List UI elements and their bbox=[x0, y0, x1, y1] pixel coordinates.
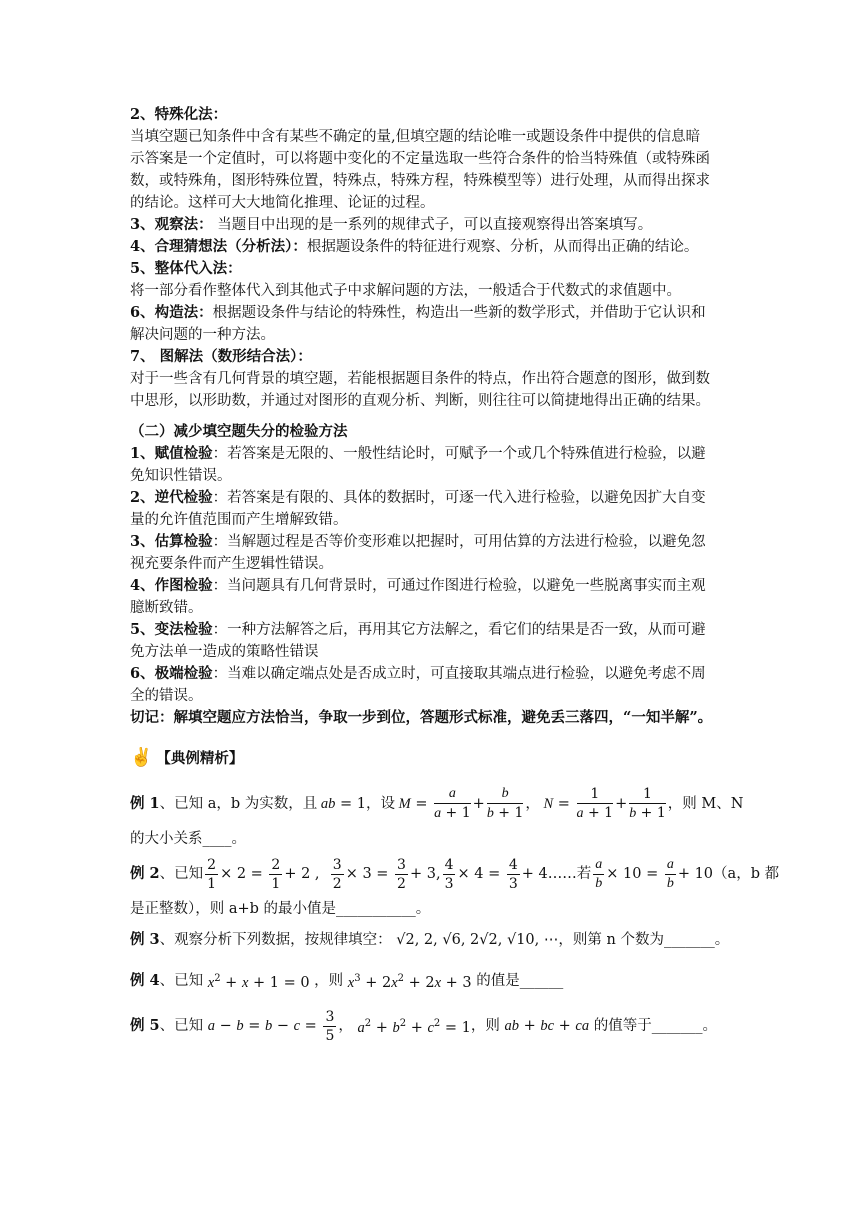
method-6-title: 6、构造法： bbox=[130, 304, 213, 321]
formula: × 10 = bbox=[606, 866, 663, 882]
example-text: 的值等于_______。 bbox=[593, 1018, 717, 1034]
formula: + bbox=[615, 796, 628, 812]
example-4 bbox=[130, 960, 740, 1002]
example-1-cont: 的大小关系____。 bbox=[130, 831, 246, 847]
example-3 bbox=[130, 920, 740, 960]
check-item-6 bbox=[130, 663, 740, 685]
method-2-title: 2、特殊化法： bbox=[130, 106, 228, 123]
example-text: ，则第 n 个数为_______。 bbox=[558, 932, 730, 948]
fraction: $\frac{a}{b}$ bbox=[666, 856, 674, 891]
reminder: 切记：解填空题应方法恰当，争取一步到位，答题形式标准，避免丢三落四，“一知半解”。 bbox=[130, 709, 713, 726]
check-item-title: 3、估算检验 bbox=[130, 533, 213, 550]
fraction: $\frac{3}{2}$ bbox=[397, 856, 406, 892]
example-text: ，则 M、N bbox=[667, 796, 744, 812]
fraction: $\frac{3}{5}$ bbox=[325, 1008, 335, 1044]
example-text: 的值是______ bbox=[476, 973, 564, 989]
method-5-title: 5、整体代入法： bbox=[130, 260, 242, 277]
method-4-text: 根据题设条件的特征进行观察、分析，从而得出正确的结论。 bbox=[306, 239, 699, 255]
formula: $a^2 + b^2 + c^2 = 1$ bbox=[357, 1018, 471, 1036]
example-text: ，设 bbox=[366, 796, 396, 812]
check-item-text: ：当难以确定端点处是否成立时，可直接取其端点进行检验，以避免考虑不周 bbox=[212, 666, 706, 682]
formula: = bbox=[410, 796, 433, 812]
check-section-heading: （二）减少填空题失分的检验方法 bbox=[130, 423, 348, 440]
fraction: $\frac{a}{b}$ bbox=[595, 856, 603, 891]
formula: $x^3 + 2x^2 + 2x + 3$ bbox=[347, 973, 477, 991]
formula: $x^2 + x + 1 = 0$ bbox=[207, 973, 315, 991]
check-item-cont: 免知识性错误。 bbox=[130, 468, 232, 484]
formula-M: M bbox=[395, 796, 411, 812]
fraction: $\frac{1}{b + 1}$ bbox=[629, 786, 666, 821]
formula: = bbox=[553, 796, 575, 812]
example-text: ， bbox=[338, 1018, 353, 1034]
formula: + 2 , bbox=[284, 866, 329, 882]
method-2-line: 数，或特殊角，图形特殊位置，特殊点，特殊方程，特殊模型等）进行处理，从而得出探求 bbox=[130, 173, 710, 189]
fraction: $\frac{1}{a + 1}$ bbox=[576, 786, 614, 821]
method-6-line: 解决问题的一种方法。 bbox=[130, 327, 275, 343]
formula: + 10 bbox=[677, 866, 714, 882]
example-label: 例 1 bbox=[130, 795, 160, 812]
example-2-cont: 是正整数），则 a+b 的最小值是___________。 bbox=[130, 901, 431, 917]
formula: × 3 = bbox=[345, 866, 394, 882]
formula: = 1 bbox=[335, 796, 367, 812]
check-item-title: 5、变法检验 bbox=[130, 621, 213, 638]
examples-heading bbox=[130, 743, 740, 771]
hand-victory-icon: ✌ bbox=[130, 746, 153, 768]
formula-ab: ab bbox=[317, 796, 336, 812]
method-3-text: 当题目中出现的是一系列的规律式子，可以直接观察得出答案填写。 bbox=[212, 217, 653, 233]
example-text: 、已知 a，b 为实数，且 bbox=[159, 796, 318, 812]
formula-sequence: √2, 2, √6, 2√2, √10, ⋯ bbox=[391, 932, 559, 948]
formula: + 4 bbox=[521, 866, 548, 882]
example-label: 例 2 bbox=[130, 865, 160, 882]
formula: + 3, bbox=[409, 866, 441, 882]
formula: × 4 = bbox=[457, 866, 505, 882]
check-item-title: 1、赋值检验 bbox=[130, 445, 213, 462]
check-item-3 bbox=[130, 531, 740, 553]
check-item-title: 4、作图检验 bbox=[130, 577, 213, 594]
fraction: $\frac{2}{1}$ bbox=[271, 856, 281, 892]
check-item-text: ：当问题具有几何背景时，可通过作图进行检验，以避免一些脱离事实而主观 bbox=[212, 578, 706, 594]
formula: a − b = b − c = bbox=[207, 1018, 322, 1034]
check-item-text: ：一种方法解答之后，再用其它方法解之，看它们的结果是否一致，从而可避 bbox=[212, 622, 706, 638]
fraction: $\frac{3}{2}$ bbox=[332, 856, 342, 892]
formula: ab + bc + ca bbox=[504, 1018, 590, 1034]
example-label: 例 5 bbox=[130, 1017, 160, 1034]
method-6 bbox=[130, 302, 740, 324]
method-7-line: 对于一些含有几何背景的填空题，若能根据题目条件的特点，作出符合题意的图形，做到数 bbox=[130, 371, 710, 387]
example-text: ，则 bbox=[470, 1018, 500, 1034]
fraction: $\frac{4}{3}$ bbox=[508, 856, 518, 892]
check-item-cont: 全的错误。 bbox=[130, 688, 203, 704]
formula: × 2 = bbox=[220, 866, 268, 882]
example-text: ……若 bbox=[547, 866, 592, 882]
check-item-title: 6、极端检验 bbox=[130, 665, 213, 682]
check-item-1 bbox=[130, 443, 740, 465]
example-text: （a，b 都 bbox=[713, 866, 780, 882]
method-2-line: 的结论。这样可大大地简化推理、论证的过程。 bbox=[130, 195, 435, 211]
example-5 bbox=[130, 1002, 740, 1050]
method-7-line: 中思形，以形助数，并通过对图形的直观分析、判断，则往往可以简捷地得出正确的结果。 bbox=[130, 393, 710, 409]
method-5-line: 将一部分看作整体代入到其他式子中求解问题的方法，一般适合于代数式的求值题中。 bbox=[130, 283, 681, 299]
method-7-title: 7、 图解法（数形结合法）： bbox=[130, 348, 312, 365]
example-text: 、已知 bbox=[159, 866, 204, 882]
method-4 bbox=[130, 236, 740, 258]
check-item-title: 2、逆代检验 bbox=[130, 489, 213, 506]
example-label: 例 3 bbox=[130, 931, 160, 948]
example-text: ，则 bbox=[314, 973, 344, 989]
example-text: 、已知 bbox=[159, 1018, 204, 1034]
example-text: 、观察分析下列数据，按规律填空： bbox=[159, 932, 392, 948]
check-item-cont: 视充要条件而产生逻辑性错误。 bbox=[130, 556, 333, 572]
method-2-line: 当填空题已知条件中含有某些不确定的量,但填空题的结论唯一或题设条件中提供的信息暗 bbox=[130, 129, 701, 145]
method-3-title: 3、观察法： bbox=[130, 216, 213, 233]
fraction: $\frac{a}{a + 1}$ bbox=[434, 786, 471, 821]
document-page bbox=[130, 104, 780, 1050]
example-text: 、已知 bbox=[159, 973, 204, 989]
check-item-5 bbox=[130, 619, 740, 641]
method-3 bbox=[130, 214, 740, 236]
check-item-text: ：若答案是有限的、具体的数据时，可逐一代入进行检验，以避免因扩大自变 bbox=[212, 490, 706, 506]
method-6-text: 根据题设条件与结论的特殊性，构造出一些新的数学形式，并借助于它认识和 bbox=[212, 305, 706, 321]
check-item-cont: 量的允许值范围而产生增解致错。 bbox=[130, 512, 348, 528]
method-2-line: 示答案是一个定值时，可以将题中变化的不定量选取一些符合条件的恰当特殊值（或特殊函 bbox=[130, 151, 710, 167]
check-item-text: ：若答案是无限的、一般性结论时，可赋予一个或几个特殊值进行检验，以避 bbox=[212, 446, 706, 462]
fraction: $\frac{4}{3}$ bbox=[444, 856, 454, 892]
check-item-2 bbox=[130, 487, 740, 509]
fraction: $\frac{2}{1}$ bbox=[207, 856, 217, 892]
formula-N: N bbox=[539, 796, 554, 812]
example-1 bbox=[130, 780, 744, 828]
examples-heading-text: 【典例精析】 bbox=[156, 749, 244, 767]
example-text: ， bbox=[525, 796, 540, 812]
formula: + bbox=[472, 796, 485, 812]
example-2 bbox=[130, 850, 780, 898]
method-4-title: 4、合理猜想法（分析法）： bbox=[130, 238, 307, 255]
check-item-cont: 免方法单一造成的策略性错误 bbox=[130, 644, 319, 660]
example-label: 例 4 bbox=[130, 972, 160, 989]
check-item-cont: 臆断致错。 bbox=[130, 600, 203, 616]
fraction: $\frac{b}{b + 1}$ bbox=[486, 786, 524, 821]
check-item-4 bbox=[130, 575, 740, 597]
check-item-text: ：当解题过程是否等价变形难以把握时，可用估算的方法进行检验，以避免忽 bbox=[212, 534, 706, 550]
